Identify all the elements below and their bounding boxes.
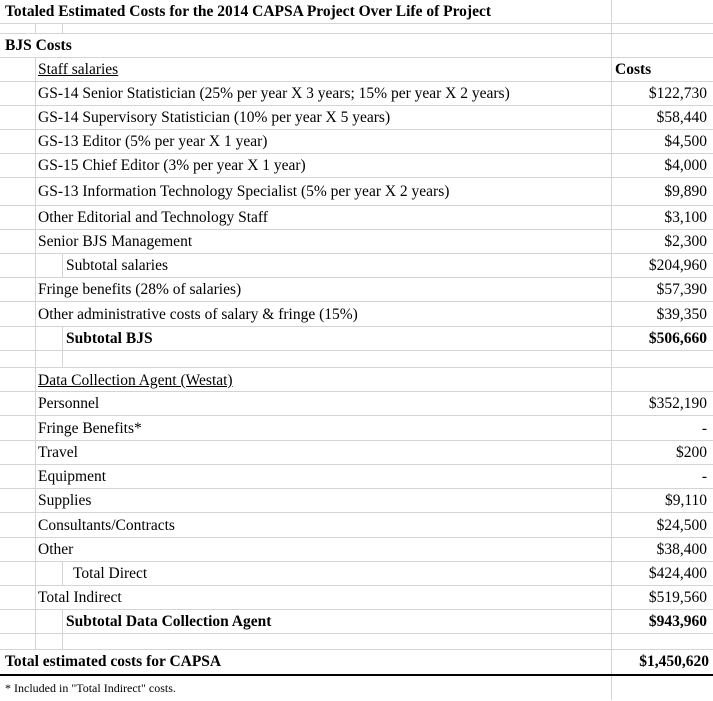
row-label: Fringe Benefits* [38, 420, 142, 437]
agent-heading: Data Collection Agent (Westat) [38, 372, 233, 389]
row-amount: - [701, 468, 707, 485]
other-admin-row [0, 302, 713, 327]
table-row [0, 465, 713, 489]
table-row [0, 130, 713, 154]
subtotal-bjs-row [0, 327, 713, 351]
row-label: Senior BJS Management [38, 233, 193, 250]
row-amount: $352,190 [648, 395, 707, 412]
row-amount: $24,500 [656, 517, 707, 534]
row-label: Travel [38, 444, 78, 461]
spacer-row [0, 351, 713, 368]
sheet-title: Totaled Estimated Costs for the 2014 CAPSA Project Over Life of Project [5, 3, 492, 20]
total-indirect-label: Total Indirect [38, 589, 122, 606]
table-row [0, 441, 713, 465]
footnote-row [0, 676, 713, 700]
row-amount: $38,400 [656, 541, 707, 558]
row-label: Other [38, 541, 74, 558]
subtotal-agent-row [0, 610, 713, 634]
spacer-row [0, 634, 713, 650]
subtotal-bjs-amount: $506,660 [648, 330, 707, 347]
fringe-amount: $57,390 [656, 281, 707, 298]
row-label: Supplies [38, 492, 92, 509]
bjs-heading: BJS Costs [5, 37, 72, 54]
table-row [0, 489, 713, 513]
bjs-heading-row [0, 34, 713, 58]
staff-header-row [0, 58, 713, 82]
row-label: Consultants/Contracts [38, 517, 175, 534]
table-row [0, 392, 713, 416]
row-amount: - [701, 420, 707, 437]
table-row [0, 154, 713, 178]
total-direct-amount: $424,400 [648, 565, 707, 582]
table-row [0, 82, 713, 106]
row-label: Other Editorial and Technology Staff [38, 209, 268, 226]
grand-total-amount: $1,450,620 [639, 653, 709, 670]
grand-total-row [0, 650, 713, 676]
row-amount: $9,890 [664, 183, 707, 200]
table-row [0, 416, 713, 441]
footnote: * Included in "Total Indirect" costs. [5, 681, 176, 695]
row-label: Personnel [38, 395, 100, 412]
staff-salaries-label: Staff salaries [38, 61, 119, 78]
agent-heading-row [0, 368, 713, 392]
subtotal-salaries-row [0, 254, 713, 278]
row-label: GS-13 Editor (5% per year X 1 year) [38, 133, 268, 150]
subtotal-agent-label: Subtotal Data Collection Agent [66, 613, 272, 630]
row-label: GS-15 Chief Editor (3% per year X 1 year) [38, 157, 306, 174]
row-amount: $122,730 [648, 85, 707, 102]
other-admin-label: Other administrative costs of salary & fringe (15%) [38, 306, 358, 323]
row-amount: $4,000 [664, 157, 707, 174]
total-direct-label: Total Direct [73, 565, 148, 582]
costs-header: Costs [615, 61, 652, 78]
total-indirect-amount: $519,560 [648, 589, 707, 606]
spacer-row [0, 24, 713, 34]
row-amount: $200 [676, 444, 707, 461]
grand-total-label: Total estimated costs for CAPSA [5, 653, 222, 670]
subtotal-agent-amount: $943,960 [648, 613, 707, 630]
row-amount: $2,300 [664, 233, 707, 250]
row-amount: $58,440 [656, 109, 707, 126]
row-label: GS-13 Information Technology Specialist (5% per year X 2 years) [38, 183, 450, 200]
table-row [0, 538, 713, 562]
other-admin-amount: $39,350 [656, 306, 707, 323]
row-label: GS-14 Senior Statistician (25% per year X 3 years; 15% per year X 2 years) [38, 85, 510, 102]
table-row [0, 230, 713, 254]
subtotal-bjs-label: Subtotal BJS [66, 330, 153, 347]
table-row [0, 513, 713, 538]
row-label: Equipment [38, 468, 107, 485]
fringe-label: Fringe benefits (28% of salaries) [38, 281, 242, 298]
row-label: GS-14 Supervisory Statistician (10% per year X 5 years) [38, 109, 391, 126]
table-row [0, 178, 713, 206]
total-direct-row [0, 562, 713, 586]
fringe-row [0, 278, 713, 302]
row-amount: $9,110 [664, 492, 707, 509]
table-row [0, 206, 713, 230]
subtotal-salaries-label: Subtotal salaries [66, 257, 169, 274]
row-amount: $4,500 [664, 133, 707, 150]
total-indirect-row [0, 586, 713, 610]
table-row [0, 106, 713, 130]
subtotal-salaries-amount: $204,960 [648, 257, 707, 274]
row-amount: $3,100 [664, 209, 707, 226]
title-row [0, 0, 713, 24]
